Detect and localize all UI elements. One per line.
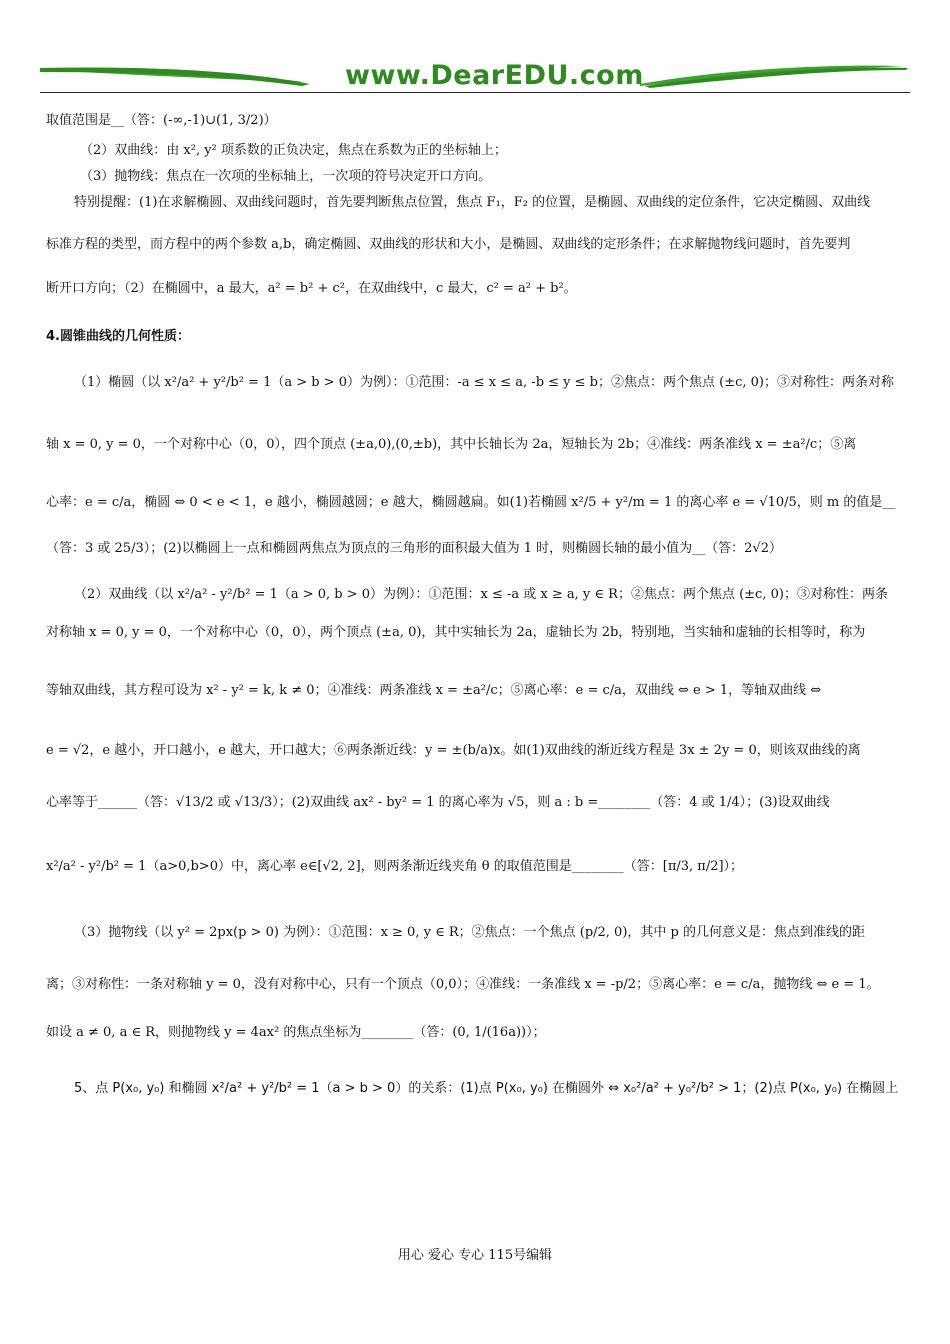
text-line: （3）抛物线：焦点在一次项的坐标轴上，一次项的符号决定开口方向。 xyxy=(80,169,492,184)
header-rule xyxy=(40,92,910,93)
document-body xyxy=(46,104,908,1100)
text-line: e = √2，e 越小，开口越小，e 越大，开口越大；⑥两条渐近线：y = ±(b/a)x。如(1)双曲线的渐近线方程是 3x ± 2y = 0，则该双曲线的离 xyxy=(46,743,861,758)
text-line: x²/a² - y²/b² = 1（a>0,b>0）中，离心率 e∈[√2, 2]，则两条渐近线夹角 θ 的取值范围是________（答：[π/3, π/2]）； xyxy=(46,859,744,874)
page-footer: 用心 爱心 专心 115号编辑 xyxy=(397,1248,553,1263)
text-line: （2）双曲线：由 x², y² 项系数的正负决定，焦点在系数为正的坐标轴上； xyxy=(80,143,507,158)
text-line: 心率：e = c/a，椭圆 ⇔ 0 < e < 1，e 越小，椭圆越圆；e 越大，椭圆越扁。如(1)若椭圆 x²/5 + y²/m = 1 的离心率 e = √10/5，则 m 的值是__ xyxy=(46,495,896,510)
text-line: 心率等于______（答：√13/2 或 √13/3）；(2)双曲线 ax² - by² = 1 的离心率为 √5，则 a : b =________（答：4 或 1/4）；(3)设双曲线 xyxy=(46,795,830,810)
text-line: 取值范围是__（答：(-∞,-1)∪(1, 3/2)） xyxy=(46,113,277,128)
text-line: 特别提醒：(1)在求解椭圆、双曲线问题时，首先要判断焦点位置，焦点 F₁，F₂ 的位置，是椭圆、双曲线的定位条件，它决定椭圆、双曲线 xyxy=(74,195,871,210)
text-line: 等轴双曲线，其方程可设为 x² - y² = k, k ≠ 0；④准线：两条准线 x = ±a²/c；⑤离心率：e = c/a，双曲线 ⇔ e > 1，等轴双曲线 ⇔ xyxy=(46,683,822,698)
text-line: 标准方程的类型，而方程中的两个参数 a,b，确定椭圆、双曲线的形状和大小，是椭圆、双曲线的定形条件；在求解抛物线问题时，首先要判 xyxy=(46,237,851,252)
section-heading: 4.圆锥曲线的几何性质： xyxy=(46,329,190,344)
site-logo: www.DearEDU.com xyxy=(345,60,644,91)
text-line: （2）双曲线（以 x²/a² - y²/b² = 1（a > 0, b > 0）为例）：①范围：x ≤ -a 或 x ≥ a, y ∈ R；②焦点：两个焦点 (±c, 0)；③对称性：两条 xyxy=(74,587,888,602)
section-heading: 5、点 P(x₀, y₀) 和椭圆 x²/a² + y²/b² = 1（a > b > 0）的关系：(1)点 P(x₀, y₀) 在椭圆外 ⇔ x₀²/a² + y₀²/b² > 1；(2)点 P(x₀, y₀) 在椭圆上 xyxy=(74,1081,899,1096)
text-line: 对称轴 x = 0, y = 0，一个对称中心（0，0），两个顶点 (±a, 0)，其中实轴长为 2a，虚轴长为 2b，特别地，当实轴和虚轴的长相等时，称为 xyxy=(46,625,866,640)
text-line: 断开口方向；（2）在椭圆中，a 最大，a² = b² + c²，在双曲线中，c 最大，c² = a² + b²。 xyxy=(46,281,577,296)
text-line: （1）椭圆（以 x²/a² + y²/b² = 1（a > b > 0）为例）：①范围：-a ≤ x ≤ a, -b ≤ y ≤ b；②焦点：两个焦点 (±c, 0)；③对称性：两条对称 xyxy=(74,375,894,390)
text-line: 轴 x = 0, y = 0，一个对称中心（0，0），四个顶点 (±a,0),(0,±b)，其中长轴长为 2a，短轴长为 2b；④准线：两条准线 x = ±a²/c；⑤离 xyxy=(46,437,857,452)
text-line: 离；③对称性：一条对称轴 y = 0，没有对称中心，只有一个顶点（0,0）；④准线：一条准线 x = -p/2；⑤离心率：e = c/a，抛物线 ⇔ e = 1。 xyxy=(46,977,880,992)
text-line: 如设 a ≠ 0, a ∈ R，则抛物线 y = 4ax² 的焦点坐标为________（答：(0, 1/(16a))）； xyxy=(46,1025,546,1040)
text-line: （3）抛物线（以 y² = 2px(p > 0) 为例）：①范围：x ≥ 0, y ∈ R；②焦点：一个焦点 (p/2, 0)，其中 p 的几何意义是：焦点到准线的距 xyxy=(74,925,865,940)
text-line: （答：3 或 25/3）；(2)以椭圆上一点和椭圆两焦点为顶点的三角形的面积最大值为 1 时，则椭圆长轴的最小值为__（答：2√2） xyxy=(46,541,783,556)
